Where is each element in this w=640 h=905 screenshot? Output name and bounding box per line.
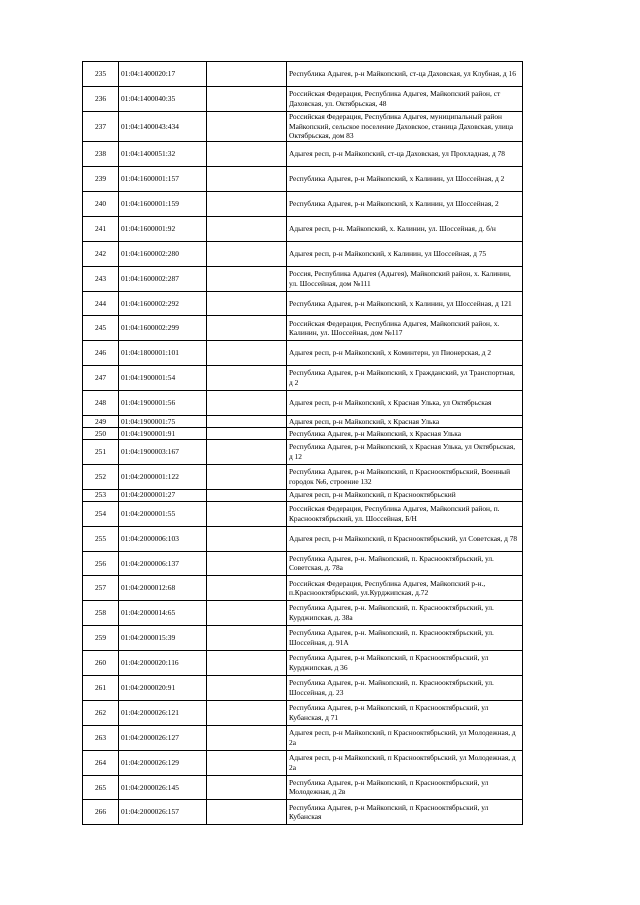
row-number: 265 (83, 775, 119, 800)
empty-cell (207, 316, 287, 341)
empty-cell (207, 725, 287, 750)
address-cell: Республика Адыгея, р-н. Майкопский, п. Краснооктябрьский, ул. Шоссейная, д. 23 (287, 675, 523, 700)
empty-cell (207, 266, 287, 291)
cadastral-number: 01:04:1600001:157 (119, 167, 207, 192)
address-cell: Адыгея респ, р-н Майкопский, п Краснооктябрьский, ул Молодежная, д 2а (287, 725, 523, 750)
empty-cell (207, 216, 287, 241)
address-cell: Республика Адыгея, р-н Майкопский, п Краснооктябрьский, ул Молодежная, д 2в (287, 775, 523, 800)
address-cell: Адыгея респ, р-н Майкопский, п Краснооктябрьский, ул Молодежная, д 2а (287, 750, 523, 775)
table-row (83, 775, 523, 800)
row-number: 235 (83, 62, 119, 87)
row-number: 261 (83, 675, 119, 700)
table-row (83, 439, 523, 464)
empty-cell (207, 800, 287, 825)
table-row (83, 316, 523, 341)
empty-cell (207, 576, 287, 601)
table-row (83, 725, 523, 750)
row-number: 256 (83, 551, 119, 576)
address-cell: Адыгея респ, р-н Майкопский, х Красная Улька, ул Октябрьская (287, 391, 523, 416)
table-row (83, 651, 523, 676)
cadastral-number: 01:04:1900001:91 (119, 427, 207, 439)
empty-cell (207, 142, 287, 167)
table-row (83, 266, 523, 291)
empty-cell (207, 526, 287, 551)
table-row (83, 675, 523, 700)
cadastral-number: 01:04:1600001:159 (119, 191, 207, 216)
table-row (83, 391, 523, 416)
address-cell: Республика Адыгея, р-н Майкопский, х Красная Улька (287, 427, 523, 439)
empty-cell (207, 775, 287, 800)
table-row (83, 216, 523, 241)
address-cell: Республика Адыгея, р-н. Майкопский, п. Краснооктябрьский, ул. Курджипская, д. 38а (287, 601, 523, 626)
empty-cell (207, 62, 287, 87)
table-row (83, 800, 523, 825)
cadastral-number: 01:04:2000001:27 (119, 489, 207, 501)
table-body (83, 62, 523, 825)
cadastral-number: 01:04:2000026:145 (119, 775, 207, 800)
empty-cell (207, 501, 287, 526)
cadastral-number: 01:04:1600001:92 (119, 216, 207, 241)
table-row (83, 576, 523, 601)
table-row (83, 551, 523, 576)
property-table (82, 61, 523, 825)
cadastral-number: 01:04:1900001:56 (119, 391, 207, 416)
address-cell: Республика Адыгея, р-н Майкопский, х Гражданский, ул Транспортная, д 2 (287, 366, 523, 391)
table-row (83, 366, 523, 391)
address-cell: Адыгея респ, р-н Майкопский, п Краснооктябрьский, ул Советская, д 78 (287, 526, 523, 551)
cadastral-number: 01:04:1800001:101 (119, 341, 207, 366)
empty-cell (207, 241, 287, 266)
empty-cell (207, 626, 287, 651)
empty-cell (207, 439, 287, 464)
address-cell: Адыгея респ, р-н Майкопский, х Красная Улька (287, 415, 523, 427)
empty-cell (207, 366, 287, 391)
table-row (83, 489, 523, 501)
row-number: 266 (83, 800, 119, 825)
cadastral-number: 01:04:1600002:280 (119, 241, 207, 266)
cadastral-number: 01:04:2000001:122 (119, 464, 207, 489)
row-number: 239 (83, 167, 119, 192)
cadastral-number: 01:04:1400043:434 (119, 111, 207, 141)
row-number: 257 (83, 576, 119, 601)
row-number: 252 (83, 464, 119, 489)
row-number: 249 (83, 415, 119, 427)
cadastral-number: 01:04:2000014:65 (119, 601, 207, 626)
cadastral-number: 01:04:1600002:292 (119, 291, 207, 316)
cadastral-number: 01:04:2000006:137 (119, 551, 207, 576)
cadastral-number: 01:04:1400051:32 (119, 142, 207, 167)
table-row (83, 291, 523, 316)
row-number: 236 (83, 86, 119, 111)
address-cell: Адыгея респ, р-н Майкопский, х Коминтерн, ул Пионерская, д 2 (287, 341, 523, 366)
row-number: 263 (83, 725, 119, 750)
empty-cell (207, 391, 287, 416)
cadastral-number: 01:04:1900001:54 (119, 366, 207, 391)
address-cell: Российская Федерация, Республика Адыгея, Майкопский район, п. Краснооктябрьский, ул. Шоссейная, Б/Н (287, 501, 523, 526)
row-number: 244 (83, 291, 119, 316)
row-number: 242 (83, 241, 119, 266)
table-row (83, 464, 523, 489)
address-cell: Россия, Республика Адыгея (Адыгея), Майкопский район, х. Калинин, ул. Шоссейная, дом №111 (287, 266, 523, 291)
address-cell: Адыгея респ, р-н Майкопский, х Калинин, ул Шоссейная, д 75 (287, 241, 523, 266)
cadastral-number: 01:04:2000020:116 (119, 651, 207, 676)
empty-cell (207, 651, 287, 676)
empty-cell (207, 111, 287, 141)
table-row (83, 167, 523, 192)
empty-cell (207, 291, 287, 316)
table-row (83, 241, 523, 266)
table-row (83, 62, 523, 87)
address-cell: Республика Адыгея, р-н Майкопский, ст-ца Даховская, ул Клубная, д 16 (287, 62, 523, 87)
address-cell: Республика Адыгея, р-н Майкопский, п Краснооктябрьский, ул Курджипская, д 36 (287, 651, 523, 676)
table-row (83, 700, 523, 725)
cadastral-number: 01:04:2000026:129 (119, 750, 207, 775)
table-row (83, 111, 523, 141)
row-number: 260 (83, 651, 119, 676)
row-number: 240 (83, 191, 119, 216)
table-row (83, 142, 523, 167)
cadastral-number: 01:04:2000012:68 (119, 576, 207, 601)
row-number: 237 (83, 111, 119, 141)
cadastral-number: 01:04:1400020:17 (119, 62, 207, 87)
address-cell: Российская Федерация, Республика Адыгея, Майкопский р-н., п.Краснооктябрьский, ул.Курджипская, д.72 (287, 576, 523, 601)
empty-cell (207, 427, 287, 439)
row-number: 264 (83, 750, 119, 775)
empty-cell (207, 675, 287, 700)
address-cell: Адыгея респ, р-н. Майкопский, х. Калинин, ул. Шоссейная, д. б/н (287, 216, 523, 241)
row-number: 255 (83, 526, 119, 551)
cadastral-number: 01:04:2000026:157 (119, 800, 207, 825)
row-number: 247 (83, 366, 119, 391)
cadastral-number: 01:04:2000006:103 (119, 526, 207, 551)
address-cell: Республика Адыгея, р-н Майкопский, х Калинин, ул Шоссейная, д 121 (287, 291, 523, 316)
table-row (83, 341, 523, 366)
row-number: 246 (83, 341, 119, 366)
row-number: 259 (83, 626, 119, 651)
table-row (83, 501, 523, 526)
cadastral-number: 01:04:1600002:287 (119, 266, 207, 291)
address-cell: Республика Адыгея, р-н. Майкопский, п. Краснооктябрьский, ул. Шоссейная, д. 91А (287, 626, 523, 651)
cadastral-number: 01:04:2000020:91 (119, 675, 207, 700)
row-number: 262 (83, 700, 119, 725)
cadastral-number: 01:04:1400040:35 (119, 86, 207, 111)
cadastral-number: 01:04:1600002:299 (119, 316, 207, 341)
cadastral-number: 01:04:1900003:167 (119, 439, 207, 464)
address-cell: Республика Адыгея, р-н Майкопский, п Краснооктябрьский, ул Кубанская (287, 800, 523, 825)
address-cell: Российская Федерация, Республика Адыгея, Майкопский район, ст Даховская, ул. Октябрьская, 48 (287, 86, 523, 111)
address-cell: Адыгея респ, р-н Майкопский, п Краснооктябрьский (287, 489, 523, 501)
empty-cell (207, 750, 287, 775)
address-cell: Республика Адыгея, р-н Майкопский, х Красная Улька, ул Октябрьская, д 12 (287, 439, 523, 464)
row-number: 253 (83, 489, 119, 501)
row-number: 238 (83, 142, 119, 167)
cadastral-number: 01:04:2000026:121 (119, 700, 207, 725)
empty-cell (207, 341, 287, 366)
row-number: 254 (83, 501, 119, 526)
empty-cell (207, 601, 287, 626)
address-cell: Республика Адыгея, р-н Майкопский, х Калинин, ул Шоссейная, 2 (287, 191, 523, 216)
empty-cell (207, 191, 287, 216)
table-row (83, 626, 523, 651)
empty-cell (207, 86, 287, 111)
table-row (83, 191, 523, 216)
empty-cell (207, 700, 287, 725)
empty-cell (207, 551, 287, 576)
cadastral-number: 01:04:2000026:127 (119, 725, 207, 750)
cadastral-number: 01:04:2000015:39 (119, 626, 207, 651)
row-number: 251 (83, 439, 119, 464)
row-number: 243 (83, 266, 119, 291)
empty-cell (207, 489, 287, 501)
empty-cell (207, 167, 287, 192)
table-row (83, 601, 523, 626)
table-row (83, 415, 523, 427)
empty-cell (207, 415, 287, 427)
table-row (83, 526, 523, 551)
address-cell: Республика Адыгея, р-н Майкопский, п Краснооктябрьский, Военный городок №6, строение 132 (287, 464, 523, 489)
address-cell: Российская Федерация, Республика Адыгея, Майкопский район, х. Калинин, ул. Шоссейная, дом №117 (287, 316, 523, 341)
row-number: 248 (83, 391, 119, 416)
row-number: 250 (83, 427, 119, 439)
address-cell: Российская Федерация, Республика Адыгея, муниципальный район Майкопский, сельское поселение Даховское, станица Даховская, улица Октябрьская, дом 83 (287, 111, 523, 141)
row-number: 241 (83, 216, 119, 241)
row-number: 245 (83, 316, 119, 341)
table-row (83, 427, 523, 439)
address-cell: Республика Адыгея, р-н Майкопский, п Краснооктябрьский, ул Кубанская, д 71 (287, 700, 523, 725)
table-row (83, 750, 523, 775)
empty-cell (207, 464, 287, 489)
address-cell: Республика Адыгея, р-н. Майкопский, п. Краснооктябрьский, ул. Советская, д. 78а (287, 551, 523, 576)
row-number: 258 (83, 601, 119, 626)
address-cell: Республика Адыгея, р-н Майкопский, х Калинин, ул Шоссейная, д 2 (287, 167, 523, 192)
table-row (83, 86, 523, 111)
address-cell: Адыгея респ, р-н Майкопский, ст-ца Даховская, ул Прохладная, д 78 (287, 142, 523, 167)
cadastral-number: 01:04:1900001:75 (119, 415, 207, 427)
cadastral-number: 01:04:2000001:55 (119, 501, 207, 526)
